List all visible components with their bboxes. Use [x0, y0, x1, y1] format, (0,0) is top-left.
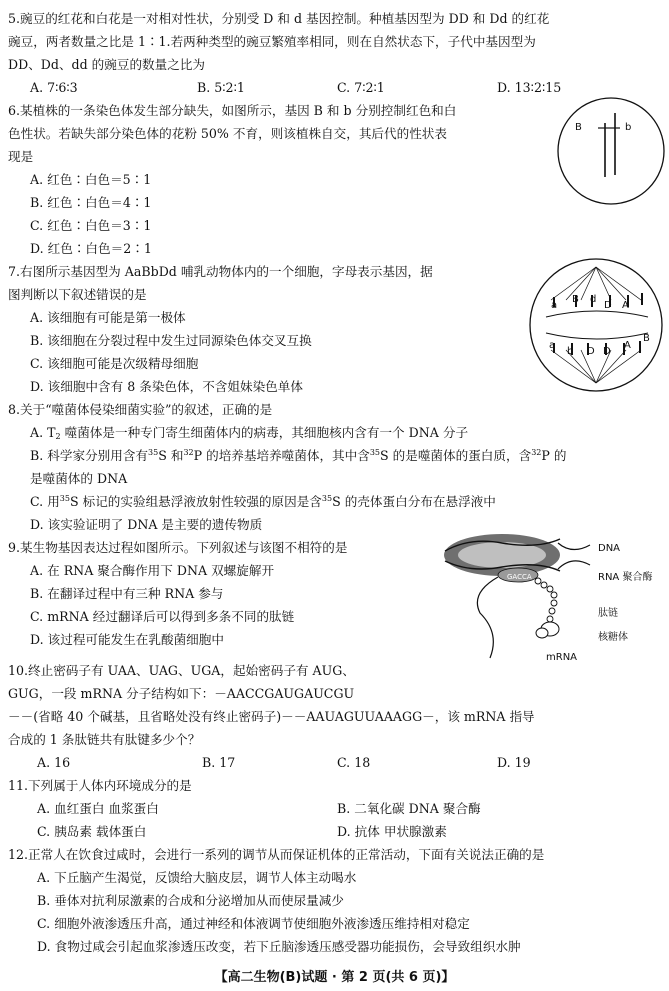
- q10-option-b[interactable]: B. 17: [202, 755, 236, 770]
- q6-option-c[interactable]: C. 红色∶白色＝3∶1: [30, 218, 152, 233]
- cell-gene-A-top: A: [622, 300, 629, 311]
- q10-stem-line-3: －－(省略 40 个碱基，且省略处没有终止密码子)－－AAUAGUUAAAGG－，该 mRNA 指导: [8, 709, 535, 724]
- q7-option-c[interactable]: C. 该细胞可能是次级精母细胞: [30, 356, 199, 371]
- q7-option-a[interactable]: A. 该细胞有可能是第一极体: [30, 310, 186, 325]
- q7-option-b[interactable]: B. 该细胞在分裂过程中发生过同源染色体交叉互换: [30, 333, 312, 348]
- q12-option-c[interactable]: C. 细胞外液渗透压升高，通过神经和体液调节使细胞外液渗透压维持相对稳定: [37, 916, 470, 931]
- q11-option-c[interactable]: C. 胰岛素 载体蛋白: [37, 824, 147, 839]
- q11-option-d[interactable]: D. 抗体 甲状腺激素: [337, 824, 447, 839]
- q7-stem-line-1: 7.右图所示基因型为 AaBbDd 哺乳动物体内的一个细胞，字母表示基因，据: [8, 264, 433, 279]
- q5-option-d[interactable]: D. 13∶2∶15: [497, 80, 562, 95]
- label-rna-polymerase: RNA 聚合酶: [598, 572, 653, 583]
- q9-option-b[interactable]: B. 在翻译过程中有三种 RNA 参与: [30, 586, 224, 601]
- q6-stem-line-1: 6.某植株的一条染色体发生部分缺失，如图所示，基因 B 和 b 分别控制红色和白: [8, 103, 457, 118]
- q7-stem-line-2: 图判断以下叙述错误的是: [8, 287, 147, 302]
- q12-option-d[interactable]: D. 食物过咸会引起血浆渗透压改变，若下丘脑渗透压感受器功能损伤，会导致组织水肿: [37, 939, 521, 954]
- q5-stem-line-3: DD、Dd、dd 的豌豆的数量之比为: [8, 57, 206, 72]
- q6-stem-line-2: 色性状。若缺失部分染色体的花粉 50% 不育，则该植株自交，其后代的性状表: [8, 126, 447, 141]
- q8-option-a[interactable]: A. $T_2$ 噬菌体是一种专门寄生细菌体内的病毒，其细胞核内含有一个 DNA 分子: [30, 425, 469, 441]
- q8-option-d[interactable]: D. 该实验证明了 DNA 是主要的遗传物质: [30, 517, 263, 532]
- q5-option-b[interactable]: B. 5∶2∶1: [197, 80, 245, 95]
- cell-gene-a-top: a: [551, 300, 558, 311]
- q6-option-a[interactable]: A. 红色∶白色＝5∶1: [30, 172, 152, 187]
- q10-option-a[interactable]: A. 16: [37, 755, 71, 770]
- q5-option-a[interactable]: A. 7∶6∶3: [30, 80, 78, 95]
- cell-gene-B-bottom: B: [643, 333, 650, 344]
- label-mrna: mRNA: [546, 652, 578, 663]
- q6-stem-line-3: 现是: [8, 149, 34, 164]
- q8-option-b-line-2: 是噬菌体的 DNA: [30, 471, 128, 486]
- q9-option-c[interactable]: C. mRNA 经过翻译后可以得到多条不同的肽链: [30, 609, 295, 624]
- label-sequence: GACCA: [507, 573, 532, 581]
- cell-gene-a-bottom: a: [549, 340, 556, 351]
- cell-gene-b-bottom: b: [567, 346, 574, 357]
- q11-option-b[interactable]: B. 二氧化碳 DNA 聚合酶: [337, 801, 481, 816]
- q8-option-c[interactable]: C. 用$^{35}$S 标记的实验组悬浮液放射性较强的原因是含$^{35}$S 的壳体蛋白分布在悬浮液中: [30, 494, 496, 509]
- q9-option-d[interactable]: D. 该过程可能发生在乳酸菌细胞中: [30, 632, 224, 647]
- q10-option-d[interactable]: D. 19: [497, 755, 531, 770]
- cell-division-figure: [526, 255, 666, 395]
- q10-stem-line-4: 合成的 1 条肽链共有肽键多少个？: [8, 732, 201, 747]
- cell-gene-d-top: d: [590, 294, 597, 305]
- gene-label-b: b: [625, 122, 632, 133]
- cell-gene-A-bottom: A: [624, 340, 631, 351]
- cell-gene-D-top: D: [604, 300, 612, 311]
- label-ribosome: 核糖体: [598, 632, 628, 643]
- q10-option-c[interactable]: C. 18: [337, 755, 371, 770]
- cell-gene-D2-bottom: D: [603, 346, 611, 357]
- q12-option-b[interactable]: B. 垂体对抗利尿激素的合成和分泌增加从而使尿量减少: [37, 893, 344, 908]
- q11-stem: 11.下列属于人体内环境成分的是: [8, 778, 192, 793]
- cell-gene-B-top: B: [572, 294, 579, 305]
- cell-gene-D1-bottom: D: [587, 346, 595, 357]
- q11-option-a[interactable]: A. 血红蛋白 血浆蛋白: [37, 801, 159, 816]
- q8-option-b[interactable]: B. 科学家分别用含有$^{35}$S 和$^{32}$P 的培养基培养噬菌体，其中含$^{35}$S 的是噬菌体的蛋白质，含$^{32}$P 的: [30, 448, 567, 463]
- q10-stem-line-2: GUG，一段 mRNA 分子结构如下：－AACCGAUGAUCGU: [8, 686, 355, 701]
- gene-label-B: B: [575, 122, 582, 133]
- label-peptide: 肽链: [598, 608, 618, 619]
- q12-stem: 12.正常人在饮食过咸时，会进行一系列的调节从而保证机体的正常活动，下面有关说法正确的是: [8, 847, 545, 862]
- q5-stem-line-2: 豌豆，两者数量之比是 1∶1.若两种类型的豌豆繁殖率相同，则在自然状态下，子代中基因型为: [8, 34, 536, 49]
- q9-stem: 9.某生物基因表达过程如图所示。下列叙述与该图不相符的是: [8, 540, 348, 555]
- q6-option-b[interactable]: B. 红色∶白色＝4∶1: [30, 195, 152, 210]
- label-dna: DNA: [598, 543, 621, 554]
- q10-stem-line-1: 10.终止密码子有 UAA、UAG、UGA，起始密码子有 AUG、: [8, 663, 355, 678]
- page-footer: 【高二生物(B)试题 · 第 2 页(共 6 页)】: [214, 970, 455, 985]
- q6-option-d[interactable]: D. 红色∶白色＝2∶1: [30, 241, 152, 256]
- q12-option-a[interactable]: A. 下丘脑产生渴觉，反馈给大脑皮层，调节人体主动喝水: [37, 870, 357, 885]
- q8-stem: 8.关于“噬菌体侵染细菌实验”的叙述，正确的是: [8, 402, 273, 417]
- chromosome-deletion-figure: [555, 95, 667, 207]
- gene-expression-figure: [440, 533, 600, 668]
- q5-option-c[interactable]: C. 7∶2∶1: [337, 80, 385, 95]
- q5-stem-line-1: 5.豌豆的红花和白花是一对相对性状，分别受 D 和 d 基因控制。种植基因型为 DD 和 Dd 的红花: [8, 11, 550, 26]
- q7-option-d[interactable]: D. 该细胞中含有 8 条染色体，不含姐妹染色单体: [30, 379, 303, 394]
- q9-option-a[interactable]: A. 在 RNA 聚合酶作用下 DNA 双螺旋解开: [30, 563, 275, 578]
